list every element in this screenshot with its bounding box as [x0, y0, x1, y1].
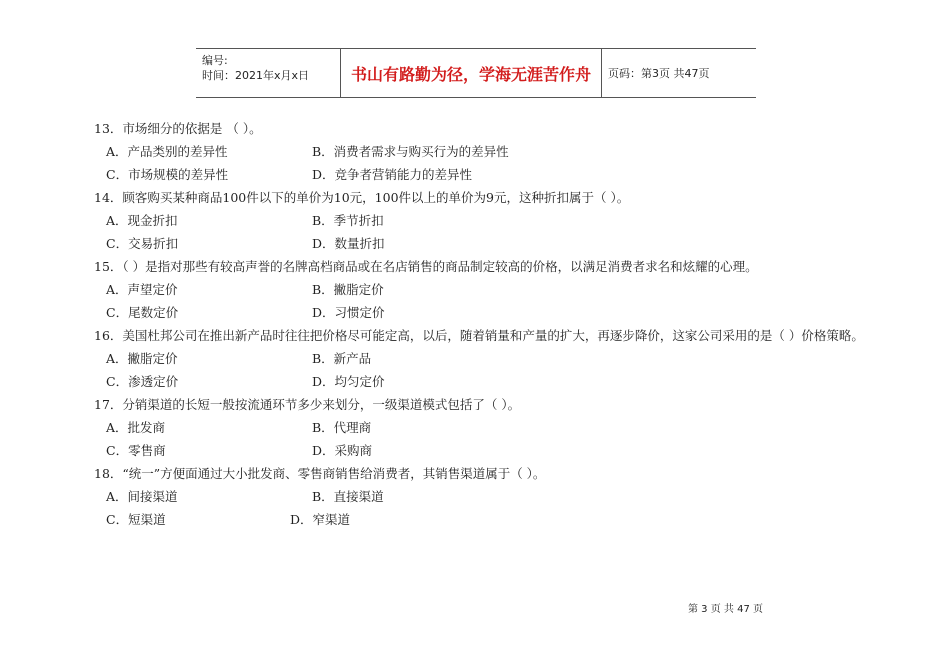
- options-row: [94, 140, 884, 163]
- option-d: D．采购商: [312, 443, 373, 458]
- header-number-label: 编号:: [202, 54, 228, 67]
- option-d: D．均匀定价: [312, 374, 385, 389]
- question-15: 15．（ ）是指对那些有较高声誉的名牌高档商品或在名店销售的商品制定较高的价格，以满足消费者求名和炫耀的心理。: [94, 259, 758, 274]
- option-a: A．间接渠道: [106, 489, 178, 504]
- option-a: A．撇脂定价: [106, 351, 178, 366]
- option-c: C．零售商: [106, 443, 166, 458]
- header-meta: [196, 49, 340, 97]
- option-c: C．尾数定价: [106, 305, 179, 320]
- option-b: B．直接渠道: [312, 489, 384, 504]
- option-a: A．现金折扣: [106, 213, 178, 228]
- option-c: C．交易折扣: [106, 236, 179, 251]
- option-c: C．短渠道: [106, 512, 166, 527]
- options-row: [94, 508, 884, 531]
- question-17: 17．分销渠道的长短一般按流通环节多少来划分，一级渠道模式包括了（ ）。: [94, 397, 521, 412]
- question-18: 18．“统一”方便面通过大小批发商、零售商销售给消费者，其销售渠道属于（ ）。: [94, 466, 546, 481]
- options-row: [94, 232, 884, 255]
- option-d: D．习惯定价: [312, 305, 385, 320]
- page-header: [196, 48, 756, 98]
- options-row: [94, 278, 884, 301]
- options-row: [94, 370, 884, 393]
- header-time-label: 时间：2021年x月x日: [202, 69, 310, 82]
- question-13: 13．市场细分的依据是 （ ）。: [94, 121, 262, 136]
- page-footer: 第 3 页 共 47 页: [688, 604, 763, 615]
- header-motto: 书山有路勤为径，学海无涯苦作舟: [340, 49, 602, 97]
- options-row: [94, 301, 884, 324]
- header-page-code: 页码：第3页 共47页: [608, 67, 710, 80]
- options-row: [94, 439, 884, 462]
- options-row: [94, 416, 884, 439]
- option-b: B．代理商: [312, 420, 372, 435]
- options-row: [94, 347, 884, 370]
- option-d: D．竞争者营销能力的差异性: [312, 167, 473, 182]
- option-a: A．产品类别的差异性: [106, 144, 228, 159]
- question-list: [94, 117, 884, 531]
- options-row: [94, 209, 884, 232]
- option-b: B．季节折扣: [312, 213, 384, 228]
- option-a: A．声望定价: [106, 282, 178, 297]
- question-14: 14．顾客购买某种商品100件以下的单价为10元，100件以上的单价为9元，这种折扣属于（ ）。: [94, 190, 630, 205]
- option-c: C．市场规模的差异性: [106, 167, 229, 182]
- option-b: B．撇脂定价: [312, 282, 384, 297]
- option-b: B．消费者需求与购买行为的差异性: [312, 144, 509, 159]
- question-16: 16．美国杜邦公司在推出新产品时往往把价格尽可能定高，以后，随着销量和产量的扩大，再逐步降价，这家公司采用的是（ ）价格策略。: [94, 328, 864, 343]
- option-c: C．渗透定价: [106, 374, 179, 389]
- option-b: B．新产品: [312, 351, 372, 366]
- option-a: A．批发商: [106, 420, 166, 435]
- options-row: [94, 485, 884, 508]
- option-d: D．数量折扣: [312, 236, 385, 251]
- option-d: D．窄渠道: [290, 512, 351, 527]
- options-row: [94, 163, 884, 186]
